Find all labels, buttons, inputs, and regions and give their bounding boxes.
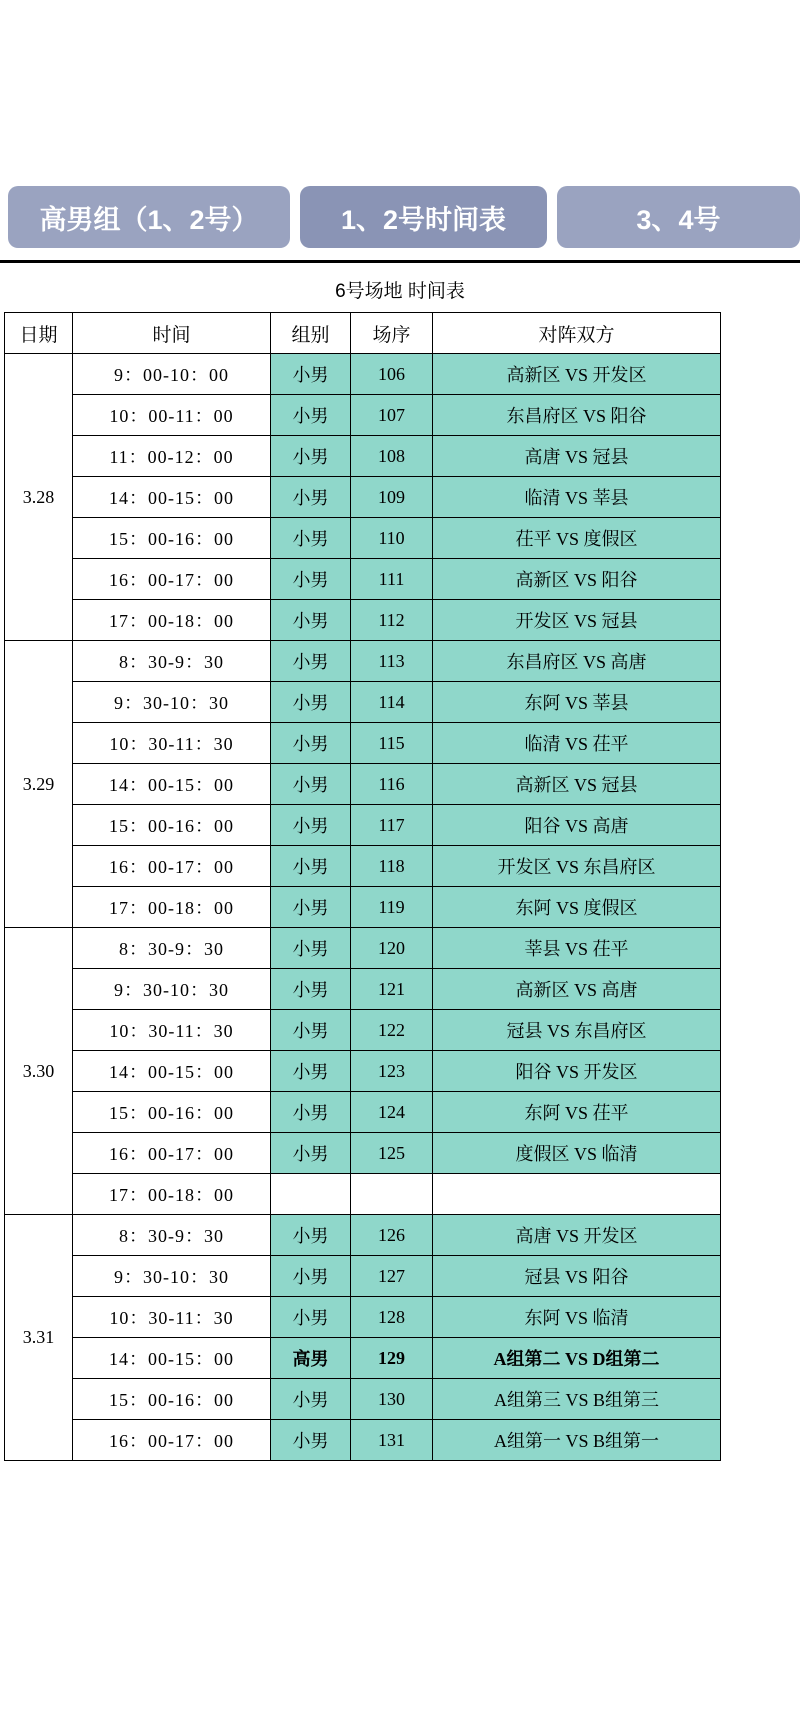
table-row — [5, 887, 721, 928]
table-row — [5, 1174, 721, 1215]
table-row — [5, 1092, 721, 1133]
cell-time: 15：00-16：00 — [73, 1379, 271, 1420]
table-row — [5, 846, 721, 887]
cell-order: 109 — [351, 477, 433, 518]
column-header-time: 时间 — [73, 313, 271, 354]
cell-group: 小男 — [271, 1256, 351, 1297]
cell-match: 东阿 VS 茌平 — [433, 1092, 721, 1133]
cell-order: 110 — [351, 518, 433, 559]
cell-time: 16：00-17：00 — [73, 1133, 271, 1174]
cell-match: 高新区 VS 冠县 — [433, 764, 721, 805]
cell-time: 10：30-11：30 — [73, 1297, 271, 1338]
header-divider — [0, 260, 800, 263]
cell-time: 10：00-11：00 — [73, 395, 271, 436]
cell-match: A组第一 VS B组第一 — [433, 1420, 721, 1461]
cell-match: 临清 VS 茌平 — [433, 723, 721, 764]
cell-order: 106 — [351, 354, 433, 395]
table-row — [5, 518, 721, 559]
cell-group: 小男 — [271, 1297, 351, 1338]
cell-group: 小男 — [271, 641, 351, 682]
table-row — [5, 682, 721, 723]
cell-match: 临清 VS 莘县 — [433, 477, 721, 518]
cell-time: 9：30-10：30 — [73, 969, 271, 1010]
cell-group: 小男 — [271, 436, 351, 477]
cell-order: 131 — [351, 1420, 433, 1461]
cell-time: 14：00-15：00 — [73, 1051, 271, 1092]
cell-group — [271, 1174, 351, 1215]
table-row — [5, 764, 721, 805]
cell-time: 16：00-17：00 — [73, 846, 271, 887]
cell-order: 118 — [351, 846, 433, 887]
cell-date: 3.31 — [5, 1215, 73, 1461]
cell-group: 小男 — [271, 1010, 351, 1051]
cell-group: 小男 — [271, 477, 351, 518]
cell-time: 15：00-16：00 — [73, 805, 271, 846]
cell-match: 开发区 VS 东昌府区 — [433, 846, 721, 887]
cell-match: 开发区 VS 冠县 — [433, 600, 721, 641]
cell-group: 小男 — [271, 1420, 351, 1461]
cell-time: 14：00-15：00 — [73, 764, 271, 805]
cell-order — [351, 1174, 433, 1215]
table-row — [5, 723, 721, 764]
cell-time: 11：00-12：00 — [73, 436, 271, 477]
table-row — [5, 1051, 721, 1092]
column-header-date: 日期 — [5, 313, 73, 354]
cell-group: 小男 — [271, 395, 351, 436]
cell-date: 3.29 — [5, 641, 73, 928]
cell-match — [433, 1174, 721, 1215]
cell-match: 度假区 VS 临清 — [433, 1133, 721, 1174]
cell-match: 东昌府区 VS 阳谷 — [433, 395, 721, 436]
cell-time: 15：00-16：00 — [73, 518, 271, 559]
table-row — [5, 641, 721, 682]
cell-order: 116 — [351, 764, 433, 805]
cell-group: 小男 — [271, 969, 351, 1010]
cell-time: 17：00-18：00 — [73, 887, 271, 928]
column-header-match: 对阵双方 — [433, 313, 721, 354]
table-row — [5, 1420, 721, 1461]
table-row — [5, 928, 721, 969]
cell-match: 高唐 VS 开发区 — [433, 1215, 721, 1256]
cell-group: 小男 — [271, 928, 351, 969]
cell-date: 3.30 — [5, 928, 73, 1215]
table-row — [5, 395, 721, 436]
cell-order: 129 — [351, 1338, 433, 1379]
tab-high-boys-group[interactable]: 高男组（1、2号） — [8, 186, 290, 248]
cell-match: 高新区 VS 高唐 — [433, 969, 721, 1010]
cell-time: 17：00-18：00 — [73, 1174, 271, 1215]
cell-match: 莘县 VS 茌平 — [433, 928, 721, 969]
cell-time: 14：00-15：00 — [73, 1338, 271, 1379]
table-caption: 6号场地 时间表 — [335, 281, 465, 302]
cell-match: 高唐 VS 冠县 — [433, 436, 721, 477]
cell-match: A组第二 VS D组第二 — [433, 1338, 721, 1379]
cell-group: 小男 — [271, 518, 351, 559]
cell-time: 16：00-17：00 — [73, 1420, 271, 1461]
cell-date: 3.28 — [5, 354, 73, 641]
cell-group: 小男 — [271, 764, 351, 805]
table-body — [5, 354, 721, 1461]
cell-order: 128 — [351, 1297, 433, 1338]
cell-order: 130 — [351, 1379, 433, 1420]
table-row — [5, 1256, 721, 1297]
cell-time: 8：30-9：30 — [73, 641, 271, 682]
cell-order: 125 — [351, 1133, 433, 1174]
cell-match: 茌平 VS 度假区 — [433, 518, 721, 559]
cell-time: 9：00-10：00 — [73, 354, 271, 395]
cell-order: 112 — [351, 600, 433, 641]
tab-bar — [0, 186, 800, 248]
cell-time: 10：30-11：30 — [73, 723, 271, 764]
cell-order: 113 — [351, 641, 433, 682]
table-row — [5, 600, 721, 641]
cell-order: 108 — [351, 436, 433, 477]
cell-time: 16：00-17：00 — [73, 559, 271, 600]
table-row — [5, 805, 721, 846]
cell-order: 127 — [351, 1256, 433, 1297]
cell-match: A组第三 VS B组第三 — [433, 1379, 721, 1420]
cell-time: 8：30-9：30 — [73, 928, 271, 969]
cell-order: 122 — [351, 1010, 433, 1051]
table-row — [5, 969, 721, 1010]
cell-order: 121 — [351, 969, 433, 1010]
table-row — [5, 477, 721, 518]
cell-order: 117 — [351, 805, 433, 846]
table-row — [5, 1297, 721, 1338]
cell-group: 小男 — [271, 354, 351, 395]
cell-match: 东昌府区 VS 高唐 — [433, 641, 721, 682]
cell-group: 高男 — [271, 1338, 351, 1379]
schedule-table — [4, 312, 721, 1461]
table-row — [5, 1379, 721, 1420]
cell-match: 冠县 VS 阳谷 — [433, 1256, 721, 1297]
cell-time: 14：00-15：00 — [73, 477, 271, 518]
cell-match: 东阿 VS 度假区 — [433, 887, 721, 928]
cell-time: 9：30-10：30 — [73, 682, 271, 723]
cell-order: 119 — [351, 887, 433, 928]
cell-group: 小男 — [271, 723, 351, 764]
cell-group: 小男 — [271, 805, 351, 846]
cell-match: 高新区 VS 阳谷 — [433, 559, 721, 600]
cell-order: 124 — [351, 1092, 433, 1133]
cell-match: 东阿 VS 临清 — [433, 1297, 721, 1338]
cell-group: 小男 — [271, 1051, 351, 1092]
cell-time: 15：00-16：00 — [73, 1092, 271, 1133]
cell-match: 高新区 VS 开发区 — [433, 354, 721, 395]
cell-order: 126 — [351, 1215, 433, 1256]
cell-match: 阳谷 VS 开发区 — [433, 1051, 721, 1092]
cell-match: 冠县 VS 东昌府区 — [433, 1010, 721, 1051]
table-row — [5, 1338, 721, 1379]
cell-group: 小男 — [271, 1379, 351, 1420]
cell-group: 小男 — [271, 1215, 351, 1256]
cell-group: 小男 — [271, 846, 351, 887]
cell-order: 111 — [351, 559, 433, 600]
table-row — [5, 1010, 721, 1051]
table-row — [5, 354, 721, 395]
table-row — [5, 559, 721, 600]
cell-order: 120 — [351, 928, 433, 969]
cell-group: 小男 — [271, 1133, 351, 1174]
cell-match: 东阿 VS 莘县 — [433, 682, 721, 723]
table-header-row — [5, 313, 721, 354]
cell-order: 107 — [351, 395, 433, 436]
table-row — [5, 1215, 721, 1256]
cell-group: 小男 — [271, 559, 351, 600]
tab-court-1-2-schedule[interactable]: 1、2号时间表 — [300, 186, 547, 248]
cell-group: 小男 — [271, 682, 351, 723]
tab-court-3-4[interactable]: 3、4号 — [557, 186, 800, 248]
table-row — [5, 1133, 721, 1174]
column-header-order: 场序 — [351, 313, 433, 354]
cell-match: 阳谷 VS 高唐 — [433, 805, 721, 846]
cell-group: 小男 — [271, 1092, 351, 1133]
cell-group: 小男 — [271, 887, 351, 928]
cell-group: 小男 — [271, 600, 351, 641]
cell-time: 9：30-10：30 — [73, 1256, 271, 1297]
cell-order: 114 — [351, 682, 433, 723]
column-header-group: 组别 — [271, 313, 351, 354]
cell-order: 123 — [351, 1051, 433, 1092]
cell-order: 115 — [351, 723, 433, 764]
table-row — [5, 436, 721, 477]
cell-time: 17：00-18：00 — [73, 600, 271, 641]
cell-time: 8：30-9：30 — [73, 1215, 271, 1256]
cell-time: 10：30-11：30 — [73, 1010, 271, 1051]
